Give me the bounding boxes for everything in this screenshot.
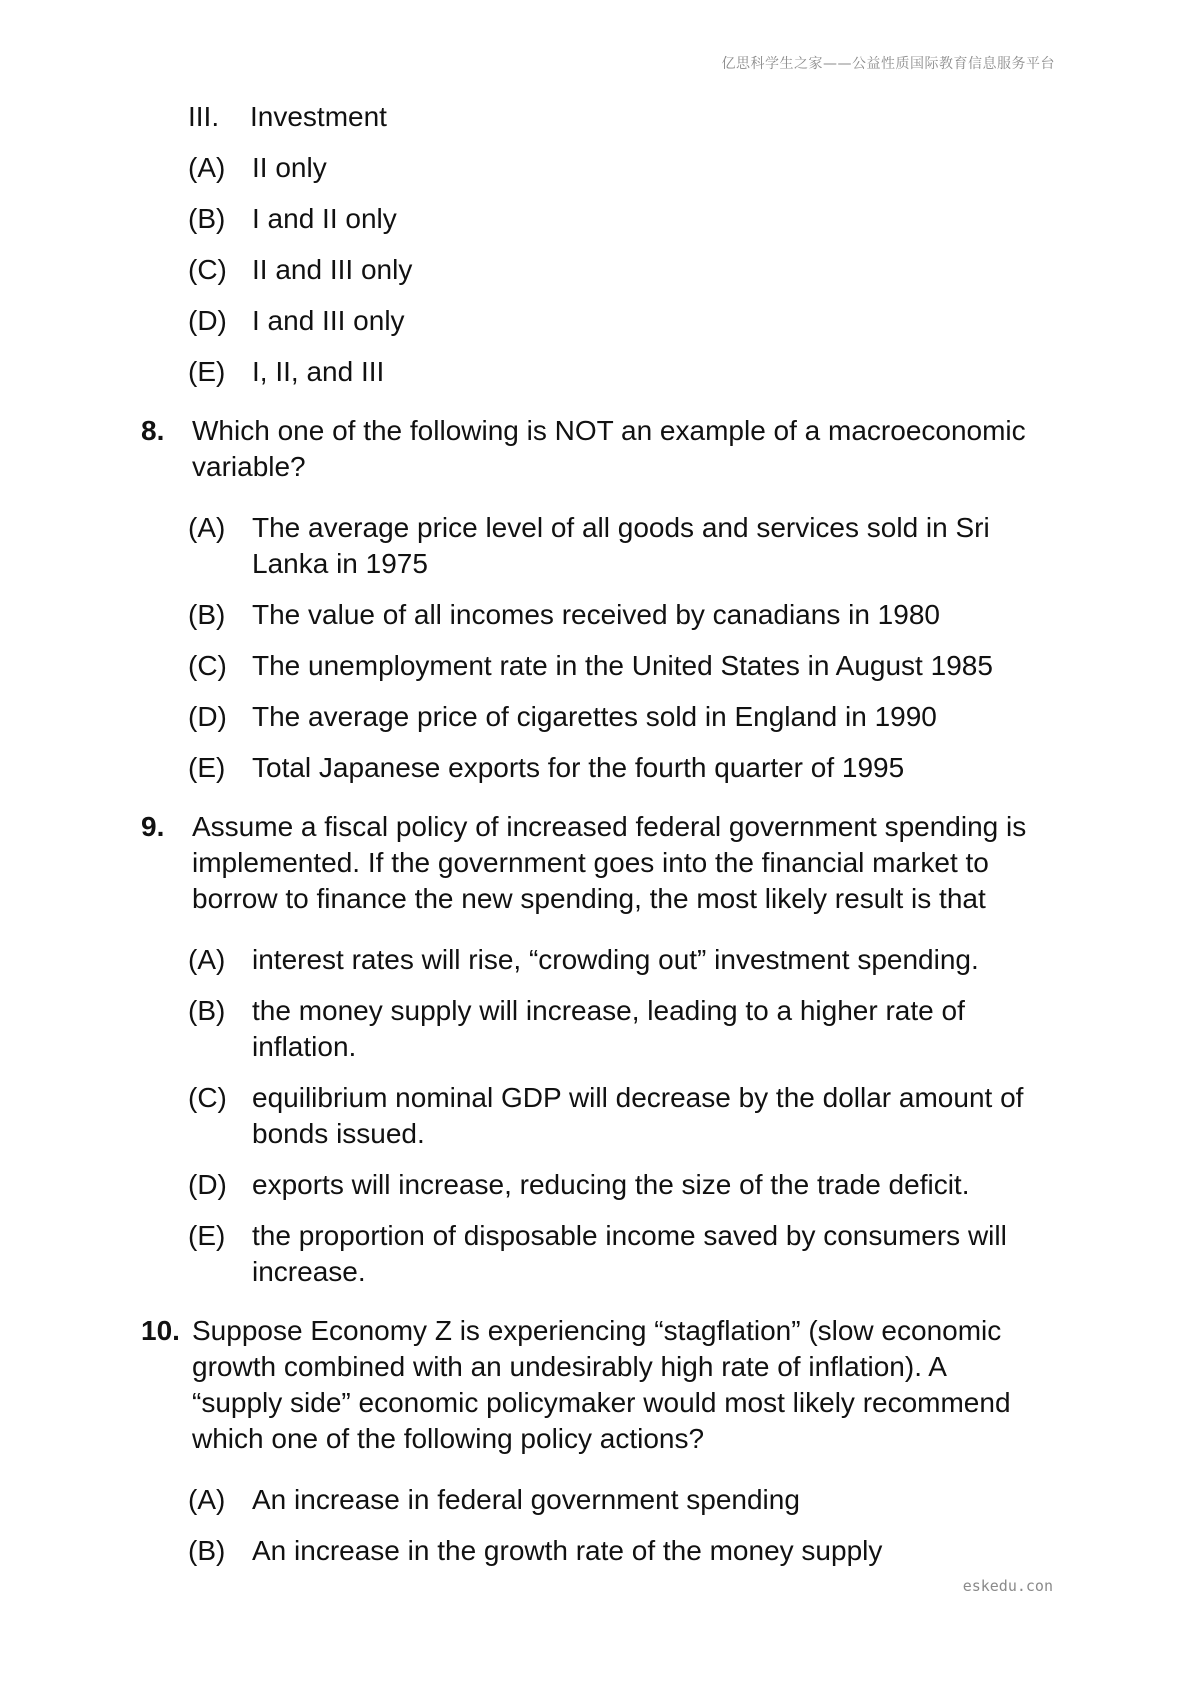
option-text: An increase in federal government spending <box>252 1484 800 1515</box>
option-text: The value of all incomes received by canadians in 1980 <box>252 599 940 630</box>
option-text: The average price level of all goods and services sold in Sri Lanka in 1975 <box>252 512 990 579</box>
question-stem: Suppose Economy Z is experiencing “stagflation” (slow economic growth combined with an undesirably high rate of inflation). A “supply side” economic policymaker would most likely recommend which one of the following policy actions? <box>192 1315 1011 1454</box>
option-label: (B) <box>188 599 226 630</box>
option-label: (C) <box>188 1082 227 1113</box>
page-header: 亿思科学生之家——公益性质国际教育信息服务平台 <box>721 56 1055 72</box>
option-text: interest rates will rise, “crowding out” investment spending. <box>252 944 979 975</box>
option-label: (A) <box>188 1484 226 1515</box>
option-text: the proportion of disposable income saved by consumers will increase. <box>252 1220 1007 1287</box>
option-text: equilibrium nominal GDP will decrease by the dollar amount of bonds issued. <box>252 1082 1024 1149</box>
item-label: III. <box>188 101 220 132</box>
question-stem: Which one of the following is NOT an example of a macroeconomic variable? <box>192 415 1026 482</box>
option-label: (B) <box>188 995 226 1026</box>
option-label: (E) <box>188 752 226 783</box>
option-label: (D) <box>188 701 227 732</box>
item-text: Investment <box>250 101 387 132</box>
option-text: I and II only <box>252 203 397 234</box>
option-label: (C) <box>188 254 227 285</box>
option-label: (D) <box>188 1169 227 1200</box>
option-label: (A) <box>188 512 226 543</box>
option-label: (D) <box>188 305 227 336</box>
option-label: (C) <box>188 650 227 681</box>
option-text: An increase in the growth rate of the money supply <box>252 1535 883 1566</box>
question-number: 8. <box>141 415 165 446</box>
option-label: (B) <box>188 1535 226 1566</box>
question-stem: Assume a fiscal policy of increased federal government spending is implemented. If the government goes into the financial market to borrow to finance the new spending, the most likely result is that <box>192 811 1027 914</box>
option-label: (E) <box>188 356 226 387</box>
question-number: 10. <box>141 1315 180 1346</box>
question-number: 9. <box>141 811 165 842</box>
option-label: (A) <box>188 944 226 975</box>
option-text: The average price of cigarettes sold in England in 1990 <box>252 701 937 732</box>
option-text: Total Japanese exports for the fourth quarter of 1995 <box>252 752 905 783</box>
option-label: (A) <box>188 152 226 183</box>
option-label: (B) <box>188 203 226 234</box>
option-text: I and III only <box>252 305 405 336</box>
option-label: (E) <box>188 1220 226 1251</box>
option-text: II and III only <box>252 254 413 285</box>
option-text: I, II, and III <box>252 356 385 387</box>
option-text: II only <box>252 152 327 183</box>
page-footer: eskedu.con <box>962 1577 1053 1595</box>
option-text: exports will increase, reducing the size of the trade deficit. <box>252 1169 970 1200</box>
option-text: the money supply will increase, leading to a higher rate of inflation. <box>252 995 965 1062</box>
option-text: The unemployment rate in the United States in August 1985 <box>252 650 993 681</box>
